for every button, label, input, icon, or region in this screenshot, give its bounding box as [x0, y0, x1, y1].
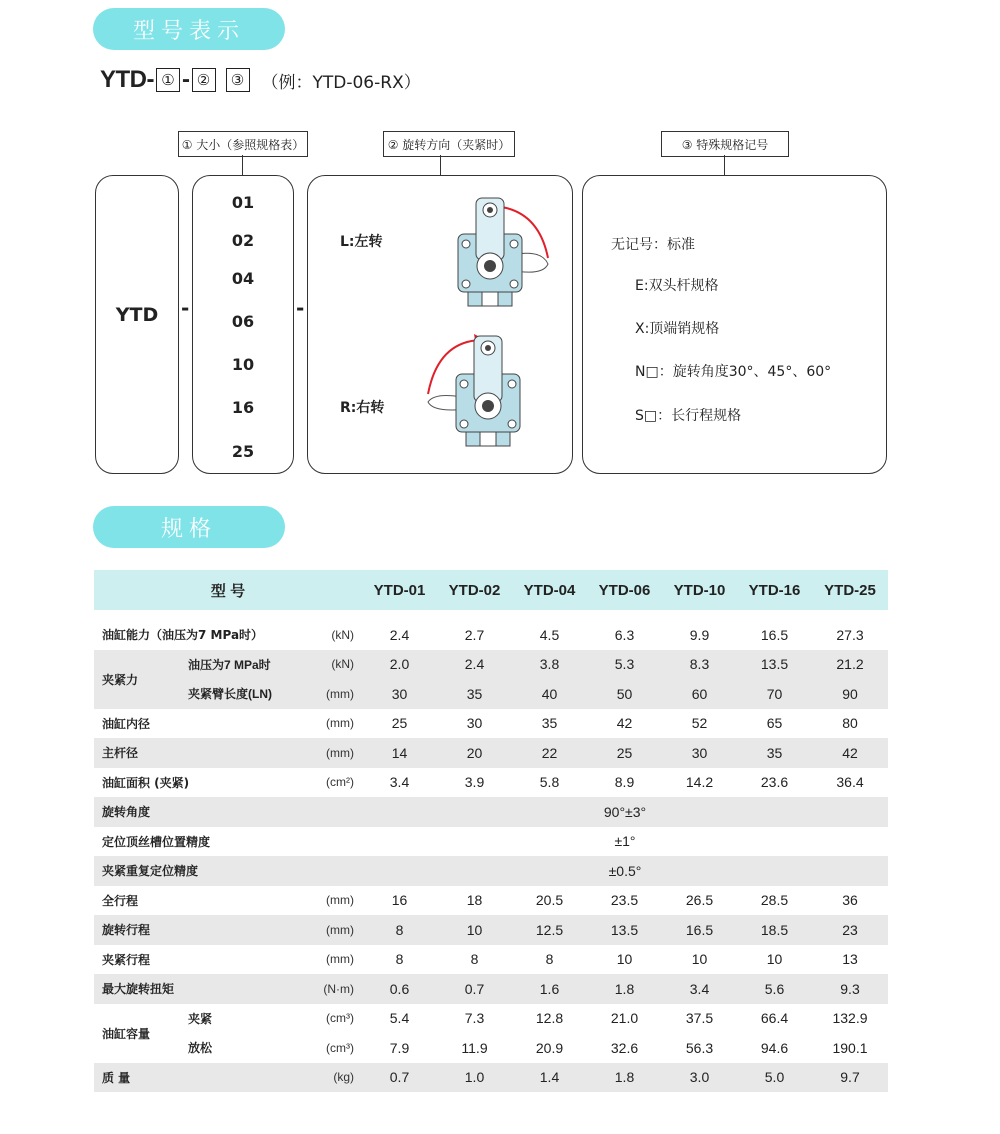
row-unit: (kN) — [288, 650, 362, 680]
cell-value: 6.3 — [614, 626, 635, 643]
table-row — [94, 1033, 888, 1063]
section-title-spec: 规格 — [93, 506, 285, 548]
cell-value: 3.4 — [662, 974, 737, 1004]
row-unit: (mm) — [288, 738, 362, 768]
box-sizes — [192, 175, 294, 474]
cell-value: 8 — [395, 951, 404, 968]
cell-value: 13.5 — [587, 915, 662, 945]
cell-value: 190.1 — [832, 1039, 868, 1056]
connector-special — [724, 155, 725, 175]
cell-value: 7.3 — [464, 1010, 485, 1027]
row-name: 夹紧臂长度(LN) — [180, 679, 288, 709]
row-merged-value: ±1° — [614, 833, 636, 850]
table-row — [94, 974, 888, 1004]
table-row — [94, 797, 888, 827]
cell-value: 21.2 — [812, 650, 888, 680]
cell-value: 16 — [391, 892, 408, 909]
cell-value: 2.0 — [362, 650, 437, 680]
row-merged-value: 90°±3° — [362, 797, 888, 827]
cell-value: 30 — [662, 738, 737, 768]
cell-value: 16.5 — [662, 915, 737, 945]
dash-2: - — [296, 296, 305, 320]
special-item: X:顶端销规格 — [635, 321, 720, 337]
cell-value: 9.7 — [812, 1063, 888, 1093]
cell-value: 50 — [587, 679, 662, 709]
cell-value: 25 — [587, 738, 662, 768]
row-group-name: 油缸容量 — [102, 1026, 151, 1041]
cell-value: 1.8 — [587, 1063, 662, 1093]
cell-value: 2.7 — [464, 626, 485, 643]
cell-value: 8.9 — [614, 774, 635, 791]
right-turn-clamp-icon — [416, 328, 556, 453]
table-row — [94, 915, 888, 945]
cell-value: 1.0 — [437, 1063, 512, 1093]
row-unit: (kN) — [331, 627, 354, 642]
row-name: 主杆径 — [94, 738, 288, 768]
cell-value: 80 — [842, 715, 858, 732]
row-unit: (N·m) — [288, 974, 362, 1004]
cell-value: 25 — [391, 715, 408, 732]
cell-value: 70 — [737, 679, 812, 709]
cell-value: 13.5 — [737, 650, 812, 680]
row-name: 夹紧 — [188, 1011, 213, 1026]
cell-value: 32.6 — [610, 1039, 639, 1056]
header-col: YTD-01 — [362, 570, 437, 610]
cell-value: 36 — [842, 892, 858, 909]
row-name: 旋转行程 — [94, 915, 288, 945]
row-unit: (mm) — [288, 679, 362, 709]
model-code — [100, 66, 421, 94]
cell-value: 35 — [541, 715, 558, 732]
cell-value: 1.4 — [512, 1063, 587, 1093]
cell-value: 26.5 — [685, 892, 714, 909]
table-row — [94, 650, 888, 680]
cell-value: 3.4 — [389, 774, 410, 791]
cell-value: 20.5 — [535, 892, 564, 909]
header-col: YTD-10 — [662, 570, 737, 610]
cell-value: 1.6 — [512, 974, 587, 1004]
cell-value: 66.4 — [760, 1010, 789, 1027]
cell-value: 5.4 — [389, 1010, 410, 1027]
cell-value: 23 — [812, 915, 888, 945]
header-col: YTD-25 — [812, 570, 888, 610]
table-row — [94, 768, 888, 798]
cell-value: 90 — [812, 679, 888, 709]
header-col: YTD-16 — [737, 570, 812, 610]
row-name: 最大旋转扭矩 — [94, 974, 288, 1004]
right-turn-label: R:右转 — [340, 400, 385, 416]
cell-value: 3.0 — [662, 1063, 737, 1093]
table-row — [94, 620, 888, 650]
connector-size — [242, 155, 243, 175]
cell-value: 10 — [437, 915, 512, 945]
cell-value: 23.5 — [610, 892, 639, 909]
cell-value: 0.6 — [362, 974, 437, 1004]
table-row — [94, 738, 888, 768]
size-item: 06 — [231, 312, 255, 331]
cell-value: 9.3 — [812, 974, 888, 1004]
cell-value: 5.0 — [737, 1063, 812, 1093]
row-name: 质 量 — [94, 1063, 288, 1093]
cell-value: 8.3 — [662, 650, 737, 680]
cell-value: 60 — [662, 679, 737, 709]
ytd-text: YTD — [115, 304, 159, 326]
cell-value: 9.9 — [689, 626, 710, 643]
box-special — [582, 175, 887, 474]
cell-value: 65 — [766, 715, 783, 732]
size-item: 01 — [231, 193, 255, 212]
cell-value: 11.9 — [461, 1039, 488, 1056]
cell-value: 21.0 — [610, 1010, 639, 1027]
cell-value: 3.9 — [464, 774, 485, 791]
cell-value: 28.5 — [760, 892, 789, 909]
table-row — [94, 827, 888, 857]
section-title-model: 型号表示 — [93, 8, 285, 50]
connector-rotation — [440, 155, 441, 175]
header-col: YTD-06 — [587, 570, 662, 610]
size-item: 04 — [231, 269, 255, 288]
left-turn-label: L:左转 — [340, 234, 383, 250]
row-unit: (mm) — [326, 716, 354, 731]
cell-value: 0.7 — [437, 974, 512, 1004]
cell-value: 7.9 — [389, 1039, 410, 1056]
row-name: 定位顶丝槽位置精度 — [102, 834, 211, 849]
row-name: 旋转角度 — [94, 797, 362, 827]
cell-value: 20 — [437, 738, 512, 768]
row-name: 油缸内径 — [102, 716, 151, 731]
table-header — [94, 570, 888, 610]
cell-value: 52 — [691, 715, 708, 732]
table-row — [94, 856, 888, 886]
row-unit: (cm³) — [326, 1011, 354, 1026]
cell-value: 18.5 — [737, 915, 812, 945]
size-item: 02 — [231, 231, 255, 250]
cell-value: 132.9 — [832, 1010, 868, 1027]
model-box-1: ① — [156, 68, 180, 92]
special-item: N□：旋转角度30°、45°、60° — [635, 364, 832, 380]
model-prefix: YTD- — [100, 66, 154, 93]
cell-value: 13 — [842, 951, 858, 968]
special-item: 无记号：标准 — [611, 237, 695, 253]
cell-value: 30 — [466, 715, 483, 732]
cell-value: 35 — [737, 738, 812, 768]
cell-value: 23.6 — [760, 774, 789, 791]
row-name: 夹紧重复定位精度 — [94, 856, 362, 886]
cell-value: 22 — [512, 738, 587, 768]
cell-value: 42 — [812, 738, 888, 768]
table-row — [94, 610, 888, 620]
cell-value: 36.4 — [836, 774, 864, 791]
cell-value: 1.8 — [587, 974, 662, 1004]
cell-value: 4.5 — [539, 626, 560, 643]
row-unit: (mm) — [288, 915, 362, 945]
cell-value: 10 — [691, 951, 708, 968]
header-col: YTD-02 — [437, 570, 512, 610]
cell-value: 56.3 — [685, 1039, 714, 1056]
row-name: 油缸面积 (夹紧) — [102, 775, 190, 790]
table-row — [94, 945, 888, 975]
row-name: 油缸能力（油压为7 MPa时） — [102, 628, 264, 643]
cell-value: 35 — [437, 679, 512, 709]
size-item: 16 — [231, 398, 255, 417]
cell-value: 2.4 — [389, 626, 410, 643]
model-sep: - — [182, 66, 190, 93]
row-name: 油压为7 MPa时 — [180, 650, 288, 680]
model-example: （例：YTD-06-RX） — [261, 72, 421, 93]
special-item: S□：长行程规格 — [635, 408, 742, 424]
table-row — [94, 679, 888, 709]
cell-value: 5.6 — [737, 974, 812, 1004]
cell-value: 40 — [512, 679, 587, 709]
cell-value: 3.8 — [512, 650, 587, 680]
row-unit: (mm) — [326, 893, 354, 908]
cell-value: 20.9 — [535, 1039, 564, 1056]
cell-value: 18 — [466, 892, 483, 909]
cell-value: 12.8 — [535, 1010, 564, 1027]
row-name: 全行程 — [102, 893, 139, 908]
cell-value: 27.3 — [836, 626, 864, 643]
cell-value: 14 — [362, 738, 437, 768]
cell-value: 30 — [362, 679, 437, 709]
cell-value: 37.5 — [685, 1010, 714, 1027]
box-rotation — [307, 175, 573, 474]
row-name: 放松 — [188, 1041, 213, 1056]
table-row — [94, 1063, 888, 1093]
row-merged-value: ±0.5° — [362, 856, 888, 886]
special-item: E:双头杆规格 — [635, 278, 719, 294]
cell-value: 16.5 — [760, 626, 789, 643]
cell-value: 94.6 — [760, 1039, 789, 1056]
cell-value: 5.8 — [539, 774, 560, 791]
header-model: 型 号 — [94, 570, 362, 610]
size-item: 10 — [231, 355, 255, 374]
size-item: 25 — [231, 442, 255, 461]
cell-value: 10 — [616, 951, 633, 968]
cell-value: 8 — [545, 951, 554, 968]
label-size: ① 大小（参照规格表） — [178, 131, 308, 157]
table-row — [94, 886, 888, 916]
row-unit: (kg) — [288, 1063, 362, 1093]
cell-value: 5.3 — [587, 650, 662, 680]
table-row — [94, 1004, 888, 1034]
cell-value: 8 — [362, 915, 437, 945]
cell-value: 10 — [766, 951, 783, 968]
cell-value: 2.4 — [437, 650, 512, 680]
cell-value: 14.2 — [685, 774, 714, 791]
label-special: ③ 特殊规格记号 — [661, 131, 789, 157]
row-group-name: 夹紧力 — [94, 650, 180, 709]
cell-value: 42 — [616, 715, 633, 732]
row-unit: (cm²) — [326, 775, 354, 790]
dash-1: - — [181, 296, 190, 320]
model-box-3: ③ — [226, 68, 250, 92]
cell-value: 0.7 — [362, 1063, 437, 1093]
row-name: 夹紧行程 — [102, 952, 151, 967]
cell-value: 12.5 — [512, 915, 587, 945]
row-unit: (mm) — [326, 952, 354, 967]
box-ytd — [95, 175, 179, 474]
header-col: YTD-04 — [512, 570, 587, 610]
table-row — [94, 709, 888, 739]
left-turn-clamp-icon — [420, 194, 560, 314]
model-box-2: ② — [192, 68, 216, 92]
label-rotation: ② 旋转方向（夹紧时） — [383, 131, 515, 157]
spec-table — [94, 570, 888, 1092]
row-unit: (cm³) — [326, 1040, 354, 1055]
cell-value: 8 — [470, 951, 479, 968]
